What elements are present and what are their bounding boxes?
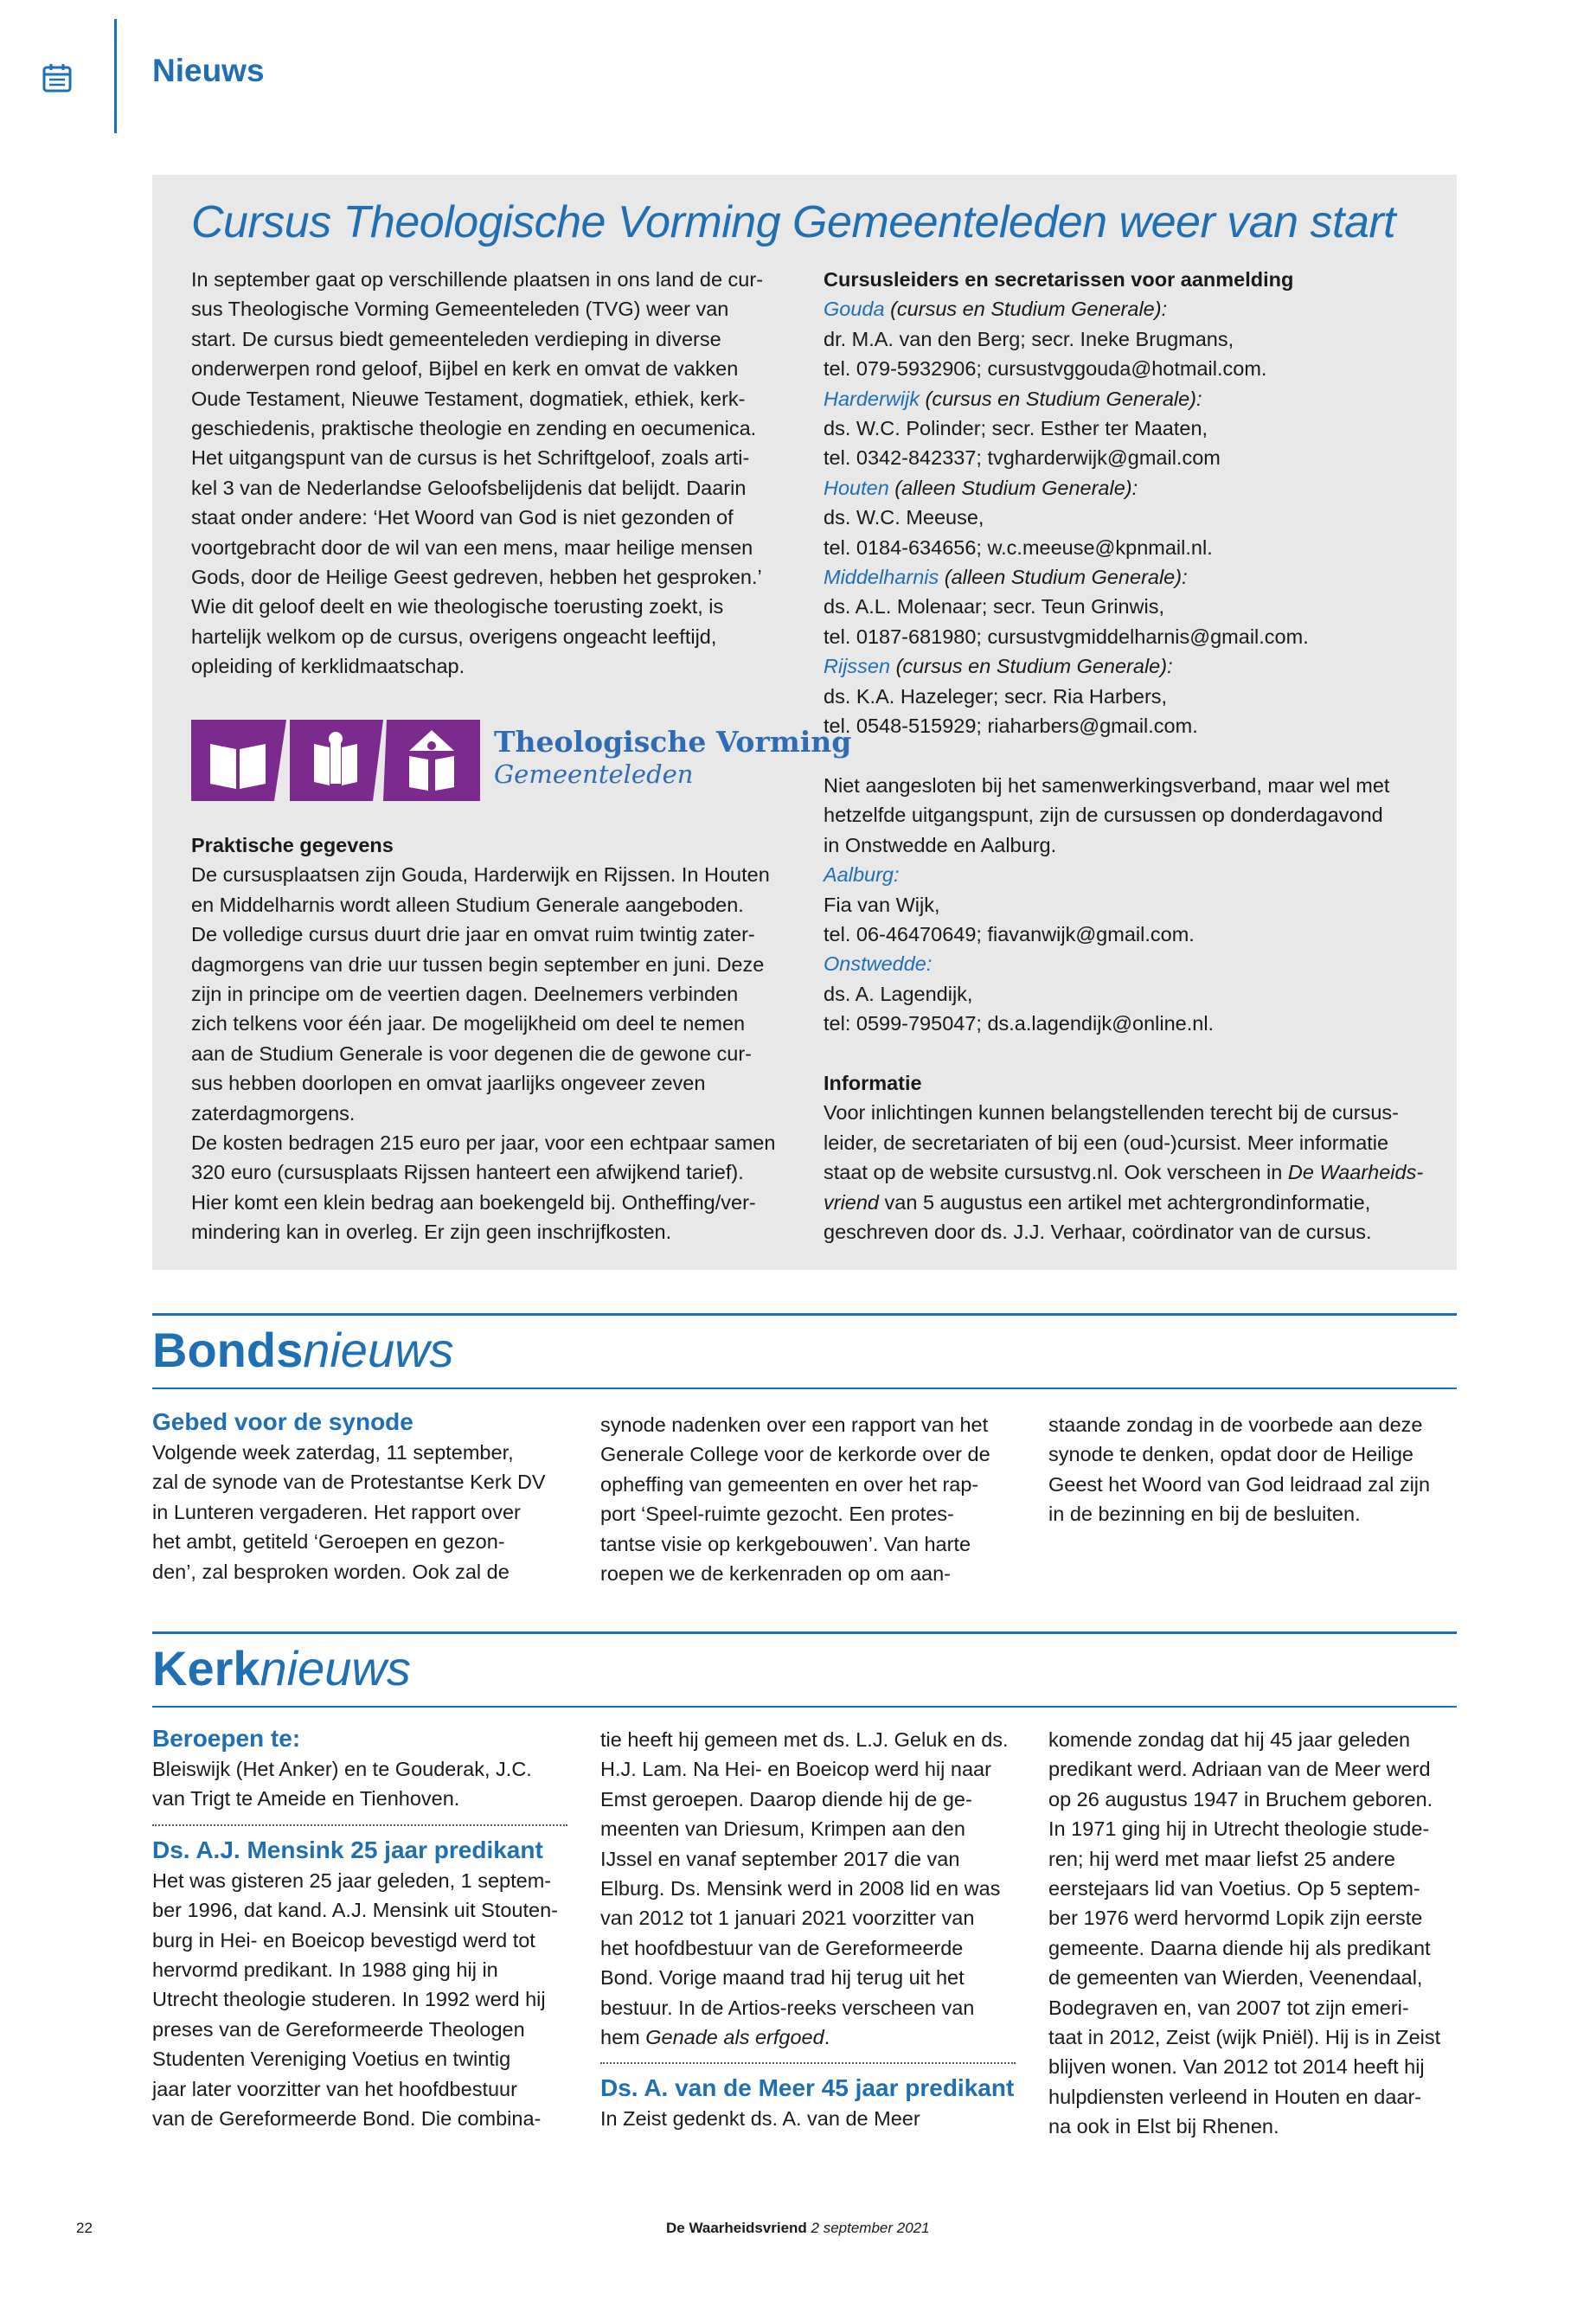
text-line: dagmorgens van drie uur tussen begin september en juni. Deze <box>191 952 765 976</box>
text-line: ds. K.A. Hazeleger; secr. Ria Harbers, <box>824 684 1168 708</box>
kerk-col1 <box>152 1723 567 2133</box>
text-line: in Onstwedde en Aalburg. <box>824 833 1057 856</box>
bonds-col2 <box>600 1410 1016 1588</box>
text-line: tel. 0342-842337; tvgharderwijk@gmail.com <box>824 446 1221 470</box>
text-line: het hoofdbestuur van de Gereformeerde <box>600 1936 964 1959</box>
bonds-rule-bottom <box>152 1388 1457 1389</box>
text-line: onderwerpen rond geloof, Bijbel en kerk en omvat de vakken <box>191 357 739 381</box>
text-line: ds. A. Lagendijk, <box>824 982 973 1005</box>
text-line: Utrecht theologie studeren. In 1992 werd hij <box>152 1988 546 2011</box>
kerk-col3 <box>1048 1725 1464 2142</box>
text-span: staat op de website cursustvg.nl. Ook verscheen in <box>824 1161 1288 1184</box>
tvg-leiders <box>824 265 1446 1247</box>
text-line: den’, zal besproken worden. Ook zal de <box>152 1560 510 1583</box>
place-name: Middelharnis <box>824 566 939 589</box>
text-span: hem <box>600 2026 646 2049</box>
text-line: De cursusplaatsen zijn Gouda, Harderwijk en Rijssen. In Houten <box>191 863 770 887</box>
meer-head: Ds. A. van de Meer 45 jaar predikant <box>600 2074 1015 2102</box>
kerk-rule-bottom <box>152 1706 1457 1708</box>
bonds-title <box>152 1324 454 1377</box>
text-line: Niet aangesloten bij het samenwerkingsverband, maar wel met <box>824 773 1390 797</box>
text-line: in de bezinning en bij de besluiten. <box>1048 1503 1361 1526</box>
kerk-rule-top <box>152 1631 1457 1634</box>
text-line: tel. 0184-634656; w.c.meeuse@kpnmail.nl. <box>824 535 1213 559</box>
text-line: Gods, door de Heilige Geest gedreven, hebben het gesproken.’ <box>191 566 762 589</box>
text-line: eerstejaars lid van Voetius. Op 5 septem- <box>1048 1877 1420 1900</box>
text-line: zich telkens voor één jaar. De mogelijkheid om deel te nemen <box>191 1012 746 1035</box>
text-line: burg in Hei- en Boeicop bevestigd werd tot <box>152 1928 535 1952</box>
text-line: De kosten bedragen 215 euro per jaar, voor een echtpaar samen <box>191 1131 776 1155</box>
spacer <box>824 741 1446 771</box>
text-line: en Middelharnis wordt alleen Studium Generale aangeboden. <box>191 893 744 916</box>
dotted-divider <box>152 1824 567 1826</box>
text-line: aan de Studium Generale is voor degenen die de gewone cur- <box>191 1042 752 1065</box>
text-line: dr. M.A. van den Berg; secr. Ineke Brugmans, <box>824 327 1234 350</box>
text-line: Hier komt een klein bedrag aan boekengeld bij. Ontheffing/ver- <box>191 1190 756 1214</box>
text-line <box>824 1188 1446 1217</box>
page-number: 22 <box>76 2220 93 2236</box>
dotted-divider <box>600 2062 1016 2064</box>
text-line: jaar later voorzitter van het hoofdbestuur <box>152 2077 517 2100</box>
text-line: mindering kan in overleg. Er zijn geen inschrijfkosten. <box>191 1221 672 1244</box>
text-line: Wie dit geloof deelt en wie theologische toerusting zoekt, is <box>191 595 724 619</box>
text-line: preses van de Gereformeerde Theologen <box>152 2017 525 2041</box>
leiders-heading: Cursusleiders en secretarissen voor aanmelding <box>824 268 1294 291</box>
text-line: predikant werd. Adriaan van de Meer werd <box>1048 1758 1431 1781</box>
tvg-logo-line2: Gemeenteleden <box>494 760 694 789</box>
info-heading: Informatie <box>824 1071 922 1094</box>
text-line: sus Theologische Vorming Gemeenteleden (TVG) weer van <box>191 298 729 321</box>
text-line: van 2012 tot 1 januari 2021 voorzitter van <box>600 1907 975 1930</box>
text-line: na ook in Elst bij Rhenen. <box>1048 2115 1279 2138</box>
place-note: (alleen Studium Generale): <box>888 476 1138 499</box>
place-note: (cursus en Studium Generale): <box>890 655 1173 678</box>
text-line <box>600 2022 1016 2052</box>
bonds-rule-top <box>152 1313 1457 1316</box>
text-line: port ‘Speel-ruimte gezocht. Een protes- <box>600 1503 954 1526</box>
mensink-head: Ds. A.J. Mensink 25 jaar predikant <box>152 1836 543 1863</box>
tvg-intro <box>191 265 797 682</box>
title-bold: Kerk <box>152 1641 260 1695</box>
place-note: (cursus en Studium Generale): <box>884 298 1168 321</box>
text-line: Het was gisteren 25 jaar geleden, 1 septem- <box>152 1868 552 1892</box>
text-line: hervormd predikant. In 1988 ging hij in <box>152 1958 498 1982</box>
text-line: In Zeist gedenkt ds. A. van de Meer <box>600 2107 920 2131</box>
text-line: ber 1996, dat kand. A.J. Mensink uit Stouten- <box>152 1899 558 1922</box>
header-divider <box>114 19 117 133</box>
text-line: staande zondag in de voorbede aan deze <box>1048 1413 1423 1436</box>
text-line: ds. W.C. Meeuse, <box>824 506 984 529</box>
text-line: tel. 079-5932906; cursustvggouda@hotmail.com. <box>824 357 1267 381</box>
footer-credit <box>666 2220 930 2237</box>
text-line: staat onder andere: ‘Het Woord van God is niet gezonden of <box>191 506 734 529</box>
text-line: opheffing van gemeenten en over het rap- <box>600 1472 979 1496</box>
magazine-name: De Waarheids- <box>1287 1161 1424 1184</box>
text-line: Bond. Vorige maand trad hij terug uit het <box>600 1966 965 1990</box>
title-bold: Bonds <box>152 1323 304 1377</box>
text-line: tel: 0599-795047; ds.a.lagendijk@online.nl. <box>824 1012 1215 1035</box>
text-line: ds. A.L. Molenaar; secr. Teun Grinwis, <box>824 595 1165 619</box>
text-line: tel. 06-46470649; fiavanwijk@gmail.com. <box>824 922 1195 945</box>
text-line: In 1971 ging hij in Utrecht theologie stude- <box>1048 1817 1430 1841</box>
text-line: Voor inlichtingen kunnen belangstellenden terecht bij de cursus- <box>824 1101 1399 1125</box>
place-note: (cursus en Studium Generale): <box>920 387 1202 410</box>
place-aalburg: Aalburg: <box>824 863 900 887</box>
text-line: leider, de secretariaten of bij een (oud-)cursist. Meer informatie <box>824 1131 1389 1154</box>
text-line: de gemeenten van Wierden, Veenendaal, <box>1048 1966 1423 1990</box>
praktisch-heading: Praktische gegevens <box>191 834 394 856</box>
tvg-logo <box>191 713 852 808</box>
kerk-title <box>152 1642 411 1695</box>
beroepen-head: Beroepen te: <box>152 1725 301 1752</box>
bonds-col3 <box>1048 1410 1464 1529</box>
title-italic: nieuws <box>303 1323 454 1377</box>
text-line: hulpdiensten verleend in Houten en daar- <box>1048 2085 1422 2108</box>
magazine-name: vriend <box>824 1190 880 1214</box>
text-line: opleiding of kerklidmaatschap. <box>191 655 465 678</box>
text-line: De volledige cursus duurt drie jaar en omvat ruim twintig zater- <box>191 923 755 946</box>
issue-date: 2 september 2021 <box>811 2220 930 2236</box>
text-line: in Lunteren vergaderen. Het rapport over <box>152 1500 521 1523</box>
tvg-logo-line1: Theologische Vorming <box>494 725 852 759</box>
place-note: (alleen Studium Generale): <box>939 566 1188 589</box>
text-line: Generale College voor de kerkorde over de <box>600 1443 990 1466</box>
text-line: zijn in principe om de veertien dagen. Deelnemers verbinden <box>191 983 739 1006</box>
place-middelharnis <box>824 562 1446 592</box>
place-rijssen <box>824 651 1446 681</box>
text-line: het ambt, getiteld ‘Geroepen en gezon- <box>152 1530 505 1554</box>
text-line: 320 euro (cursusplaats Rijssen hanteert een afwijkend tarief). <box>191 1161 744 1184</box>
text-line: Emst geroepen. Daarop diende hij de ge- <box>600 1787 972 1811</box>
text-line: zal de synode van de Protestantse Kerk DV <box>152 1471 546 1494</box>
text-line: Oude Testament, Nieuwe Testament, dogmatiek, ethiek, kerk- <box>191 387 746 410</box>
bonds-subhead: Gebed voor de synode <box>152 1408 413 1435</box>
text-line: zaterdagmorgens. <box>191 1101 356 1125</box>
text-line: sus hebben doorlopen en omvat jaarlijks ongeveer zeven <box>191 1072 706 1095</box>
magazine-name: De Waarheidsvriend <box>666 2220 807 2236</box>
text-line: hartelijk welkom op de cursus, overigens ongeacht leeftijd, <box>191 625 717 648</box>
place-gouda <box>824 294 1446 324</box>
text-line: bestuur. In de Artios-reeks verscheen van <box>600 1996 975 2019</box>
text-line: tantse visie op kerkgebouwen’. Van harte <box>600 1532 971 1555</box>
text-line: ren; hij werd met maar liefst 25 andere <box>1048 1847 1395 1870</box>
text-line: Fia van Wijk, <box>824 893 940 916</box>
text-line: IJssel en vanaf september 2017 die van <box>600 1847 960 1870</box>
tvg-logo-icons <box>191 713 485 808</box>
text-line: synode te denken, opdat door de Heilige <box>1048 1443 1414 1466</box>
book-title: Genade als erfgoed <box>645 2026 824 2049</box>
tvg-praktisch <box>191 830 797 1247</box>
text-line: roepen we de kerkenraden op om aan- <box>600 1562 951 1586</box>
text-line: tie heeft hij gemeen met ds. L.J. Geluk en ds. <box>600 1728 1009 1751</box>
text-line: komende zondag dat hij 45 jaar geleden <box>1048 1728 1411 1751</box>
place-name: Gouda <box>824 298 885 321</box>
text-line: voortgebracht door de wil van een mens, maar heilige mensen <box>191 535 753 559</box>
text-line: Geest het Woord van God leidraad zal zijn <box>1048 1472 1431 1496</box>
text-line: tel. 0548-515929; riaharbers@gmail.com. <box>824 715 1198 738</box>
text-line: Bodegraven en, van 2007 tot zijn emeri- <box>1048 1996 1409 2019</box>
bonds-col1 <box>152 1407 567 1586</box>
text-line: Elburg. Ds. Mensink werd in 2008 lid en was <box>600 1877 1001 1900</box>
text-line: Volgende week zaterdag, 11 september, <box>152 1441 514 1464</box>
text-line: start. De cursus biedt gemeenteleden verdieping in diverse <box>191 327 721 350</box>
title-italic: nieuws <box>260 1641 411 1695</box>
text-line: van Trigt te Ameide en Tienhoven. <box>152 1787 460 1811</box>
text-line: taat in 2012, Zeist (wijk Pniël). Hij is in Zeist <box>1048 2026 1441 2049</box>
section-label: Nieuws <box>152 53 265 88</box>
text-line: tel. 0187-681980; cursustvgmiddelharnis@gmail.com. <box>824 625 1309 648</box>
place-onstwedde: Onstwedde: <box>824 952 933 976</box>
text-line: op 26 augustus 1947 in Bruchem geboren. <box>1048 1787 1433 1811</box>
text-line: Bleiswijk (Het Anker) en te Gouderak, J.C. <box>152 1758 532 1780</box>
text-line: geschiedenis, praktische theologie en zending en oecumenica. <box>191 417 757 440</box>
calendar-icon <box>42 62 73 93</box>
text-line: synode nadenken over een rapport van het <box>600 1413 989 1436</box>
text-line: Het uitgangspunt van de cursus is het Schriftgeloof, zoals arti- <box>191 446 750 470</box>
text-line: Studenten Vereniging Voetius en twintig <box>152 2048 511 2071</box>
text-line: geschreven door ds. J.J. Verhaar, coördinator van de cursus. <box>824 1221 1372 1243</box>
spacer <box>824 1039 1446 1068</box>
tvg-title: Cursus Theologische Vorming Gemeenteleden weer van start <box>191 197 1396 247</box>
place-name: Rijssen <box>824 655 891 678</box>
place-name: Harderwijk <box>824 387 920 410</box>
text-span: . <box>824 2026 830 2049</box>
text-line: In september gaat op verschillende plaatsen in ons land de cur- <box>191 268 764 291</box>
text-span: van 5 augustus een artikel met achtergrondinformatie, <box>879 1190 1371 1214</box>
place-name: Houten <box>824 476 889 499</box>
place-houten <box>824 473 1446 503</box>
place-harderwijk <box>824 384 1446 413</box>
text-line: ds. W.C. Polinder; secr. Esther ter Maaten, <box>824 417 1208 440</box>
text-line: ber 1976 werd hervormd Lopik zijn eerste <box>1048 1907 1423 1930</box>
text-line: meenten van Driesum, Krimpen aan den <box>600 1817 965 1841</box>
kerk-col2 <box>600 1725 1016 2134</box>
text-line: hetzelfde uitgangspunt, zijn de cursussen op donderdagavond <box>824 804 1383 827</box>
text-line: gemeente. Daarna diende hij als predikant <box>1048 1936 1431 1959</box>
text-line: van de Gereformeerde Bond. Die combina- <box>152 2107 542 2131</box>
text-line: blijven wonen. Van 2012 tot 2014 heeft hij <box>1048 2055 1425 2079</box>
text-line: kel 3 van de Nederlandse Geloofsbelijdenis dat belijdt. Daarin <box>191 476 747 499</box>
text-line <box>824 1157 1446 1187</box>
text-line: H.J. Lam. Na Hei- en Boeicop werd hij naar <box>600 1758 991 1781</box>
